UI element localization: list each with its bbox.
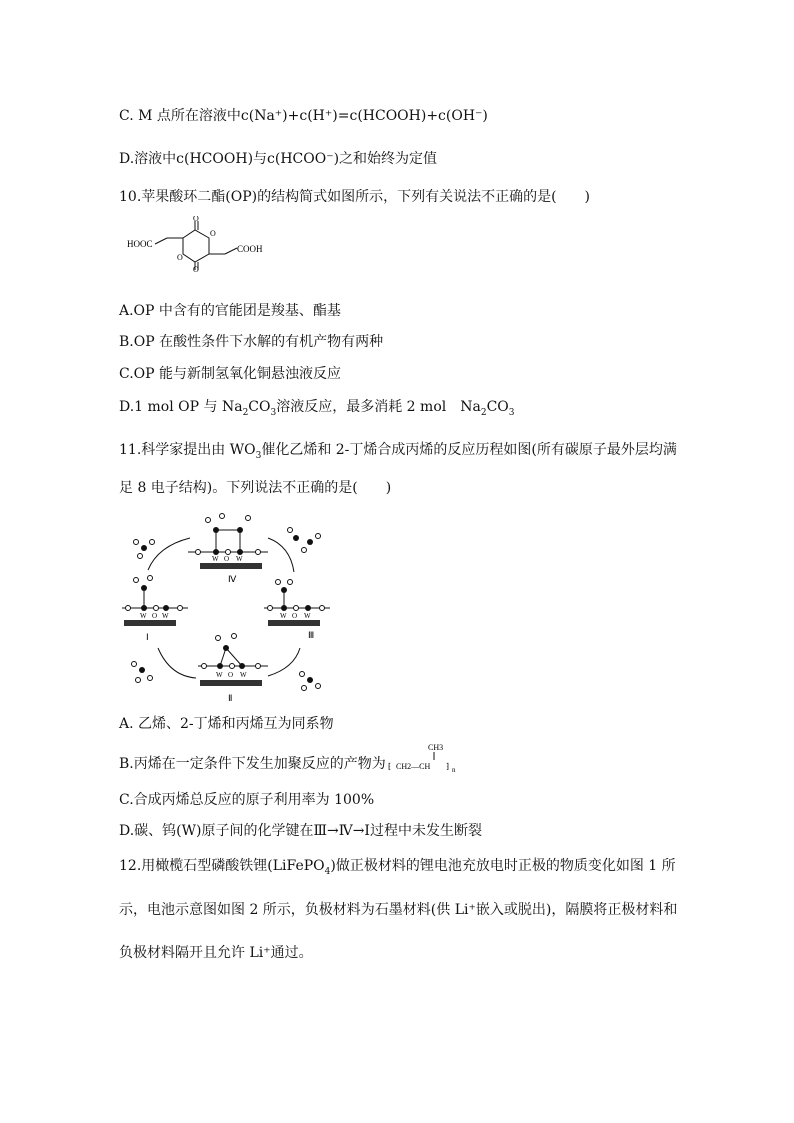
option-d-line: D.溶液中c(HCOOH)与c(HCOO⁻)之和始终为定值 xyxy=(119,151,438,167)
svg-text:n: n xyxy=(452,766,456,774)
question-12-line3: 负极材料隔开且允许 Li⁺通过。 xyxy=(119,945,313,961)
q11-option-b: B.丙烯在一定条件下发生加聚反应的产物为 xyxy=(119,756,386,772)
op-structure-figure xyxy=(125,216,285,272)
svg-text:⁆: ⁆ xyxy=(446,762,450,771)
molecule-top-right xyxy=(288,528,321,553)
svg-text:W: W xyxy=(162,612,169,620)
svg-text:W: W xyxy=(212,555,219,563)
state-iii xyxy=(264,580,330,641)
q10-option-a: A.OP 中含有的官能团是羧基、酯基 xyxy=(119,303,341,319)
state-iv xyxy=(188,514,268,585)
question-12-line2: 示，电池示意图如图 2 所示，负极材料为石墨材料(供 Li⁺嵌入或脱出)，隔膜将正极材料和 xyxy=(119,902,678,918)
molecule-bottom-left xyxy=(132,662,153,683)
q11-option-c: C.合成丙烯总反应的原子利用率为 100% xyxy=(119,792,375,808)
svg-text:W: W xyxy=(240,671,247,679)
q11-option-a: A. 乙烯、2-丁烯和丙烯互为同系物 xyxy=(119,716,334,732)
svg-text:O: O xyxy=(292,612,298,620)
svg-text:O: O xyxy=(177,253,183,262)
svg-text:O: O xyxy=(210,229,216,238)
state-i xyxy=(122,576,188,643)
arrow-iii-to-iv xyxy=(268,538,294,572)
hooc-label: HOOC xyxy=(127,239,153,249)
svg-text:O: O xyxy=(224,555,230,563)
reaction-cycle-figure xyxy=(118,508,338,708)
arrow-ii-to-iii xyxy=(268,648,300,676)
polymer-formula xyxy=(388,740,460,776)
svg-text:W: W xyxy=(304,612,311,620)
svg-text:W: W xyxy=(280,612,287,620)
q10-option-d: D.1 mol OP 与 $Na_2CO_3$溶液反应，最多消耗 2 mol $Na_2CO_3$ xyxy=(119,399,515,418)
svg-text:CH3: CH3 xyxy=(428,743,444,752)
molecule-bottom-right xyxy=(300,672,321,691)
question-10: 10.苹果酸环二酯(OP)的结构简式如图所示，下列有关说法不正确的是( ) xyxy=(119,189,591,205)
svg-text:⁅: ⁅ xyxy=(388,762,392,771)
label-i: Ⅰ xyxy=(146,632,149,642)
question-11-line2: 足 8 电子结构)。下列说法不正确的是( ) xyxy=(119,480,392,496)
state-ii xyxy=(198,634,268,704)
svg-text:W: W xyxy=(140,612,147,620)
svg-text:CH2—CH: CH2—CH xyxy=(396,762,431,771)
q10-option-c: C.OP 能与新制氢氧化铜悬浊液反应 xyxy=(119,366,342,382)
label-ii: Ⅱ xyxy=(228,693,233,703)
svg-text:W: W xyxy=(236,555,243,563)
svg-text:O: O xyxy=(228,671,234,679)
molecule-top-left xyxy=(134,540,155,559)
question-12-line1: 12.用橄榄石型磷酸铁锂(LiFePO$_4$)做正极材料的锂电池充放电时正极的物质变化如图 1 所 xyxy=(119,858,676,877)
question-11-line1: 11.科学家提出由 $WO_3$催化乙烯和 2-丁烯合成丙烯的反应历程如图(所有碳原子最外层均满 xyxy=(119,442,677,461)
q10-option-b: B.OP 在酸性条件下水解的有机产物有两种 xyxy=(119,334,384,350)
svg-text:O: O xyxy=(193,265,199,272)
svg-text:W: W xyxy=(216,671,223,679)
q11-option-d: D.碳、钨(W)原子间的化学键在Ⅲ→Ⅳ→Ⅰ过程中未发生断裂 xyxy=(119,823,482,839)
label-iii: Ⅲ xyxy=(308,630,315,640)
svg-text:O: O xyxy=(193,216,199,223)
label-iv: Ⅳ xyxy=(228,574,237,584)
option-c-line: C. M 点所在溶液中c(Na⁺)+c(H⁺)=c(HCOOH)+c(OH⁻) xyxy=(119,108,488,124)
svg-text:O: O xyxy=(152,612,158,620)
arrow-i-to-ii xyxy=(158,648,196,678)
cooh-label: COOH xyxy=(237,244,263,254)
